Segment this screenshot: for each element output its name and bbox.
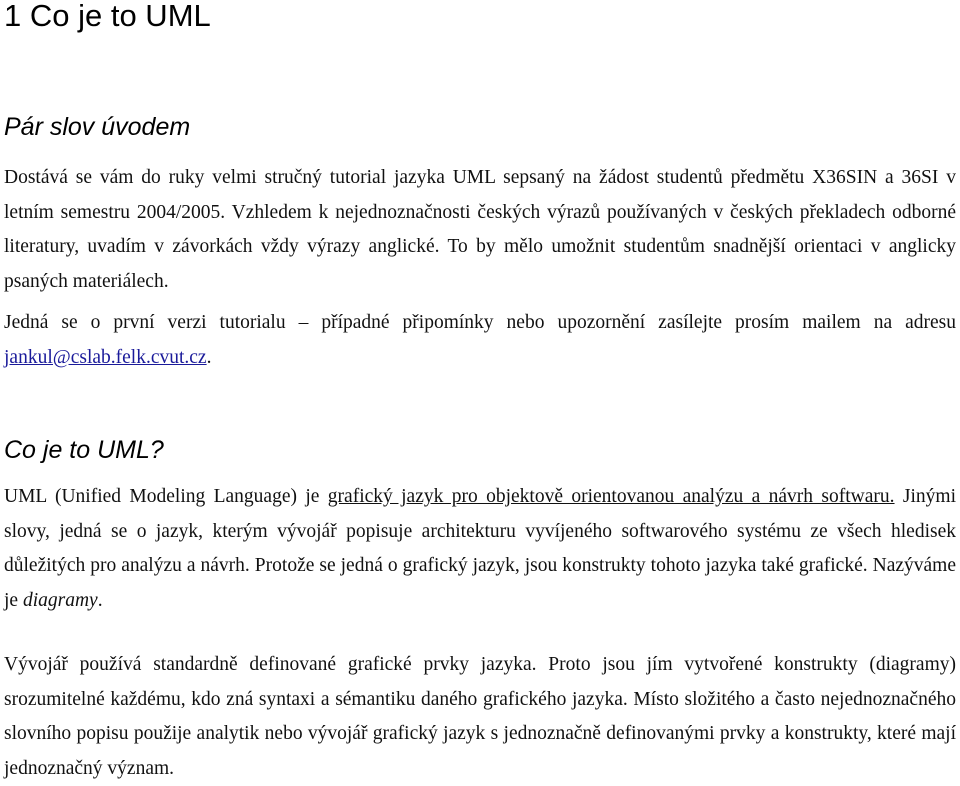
uml-def-start: UML (Unified Modeling Language) je bbox=[4, 486, 328, 507]
paragraph-uml-definition bbox=[4, 480, 956, 618]
chapter-title: 1 Co je to UML bbox=[4, 0, 211, 33]
paragraph-intro: Dostává se vám do ruky velmi stručný tutorial jazyka UML sepsaný na žádost studentů předmětu X36SIN a 36SI v letním semestru 2004/2005. Vzhledem k nejednoznačnosti českých výrazů používaných v českých překladech odborné literatury, uvadím v závorkách vždy výrazy anglické. To by mělo umožnit studentům snadnější orientaci v anglicky psaných materiálech. bbox=[4, 167, 956, 292]
uml-def-underlined: grafický jazyk pro objektově orientovanou analýzu a návrh softwaru. bbox=[327, 486, 895, 507]
feedback-text: Jedná se o první verzi tutorialu – případné připomínky nebo upozornění zasílejte prosím mailem na adresu bbox=[4, 312, 956, 333]
uml-def-end: . bbox=[97, 589, 103, 611]
feedback-end: . bbox=[206, 346, 212, 368]
paragraph-feedback bbox=[4, 306, 956, 375]
section-heading-intro: Pár slov úvodem bbox=[4, 113, 191, 141]
email-link[interactable]: jankul@cslab.felk.cvut.cz bbox=[4, 346, 207, 368]
paragraph-uml-usage: Vývojář používá standardně definované grafické prvky jazyka. Proto jsou jím vytvořené konstrukty (diagramy) srozumitelné každému, kdo zná syntaxi a sémantiku daného grafického jazyka. Místo složitého a často nejednoznačného slovního popisu použije analytik nebo vývojář grafický jazyk s jednoznačně definovanými prvky a konstrukty, které mají jednoznačný význam. bbox=[4, 654, 956, 779]
uml-def-middle: Jinými slovy, jedná se o jazyk, kterým vývojář popisuje architekturu vyvíjeného softwarového systému ze všech hledisek důležitých pro analýzu a návrh. Protože se jedná o grafický jazyk, jsou konstrukty tohoto jazyka také grafické. Nazýváme je bbox=[4, 486, 956, 611]
section-heading-uml: Co je to UML? bbox=[4, 436, 164, 464]
uml-def-italic: diagramy bbox=[22, 589, 98, 611]
